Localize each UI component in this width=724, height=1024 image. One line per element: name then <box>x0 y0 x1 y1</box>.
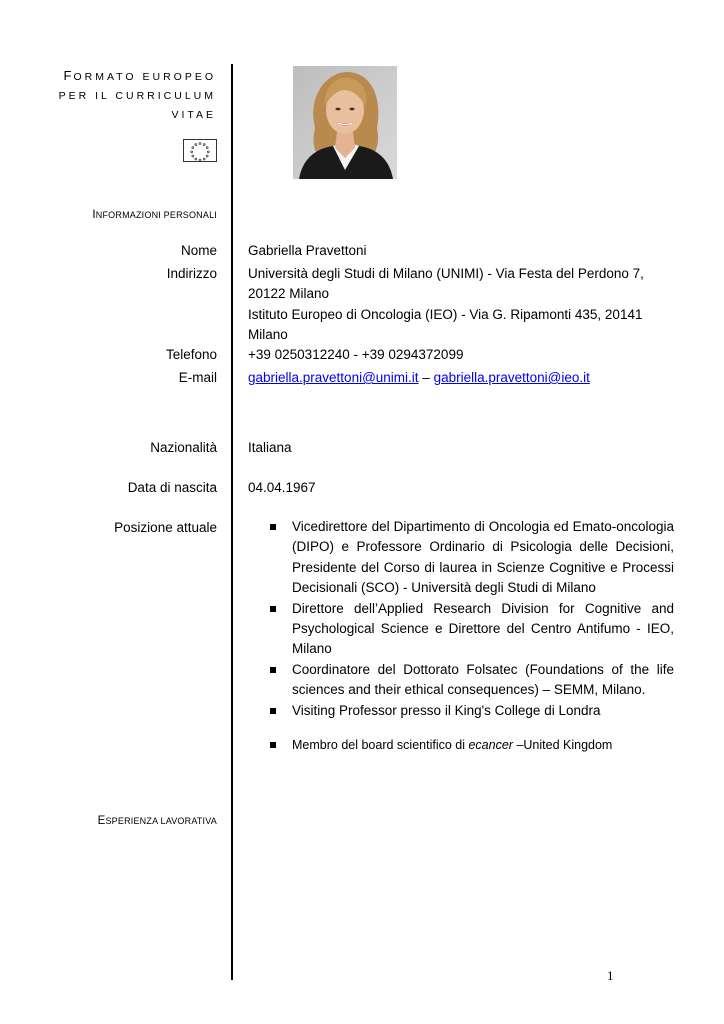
address-line-3: Istituto Europeo di Oncologia (IEO) - Via G. Ripamonti 435, 20141 <box>248 307 643 322</box>
value-nazionalita: Italiana <box>248 440 292 455</box>
bullet-square-icon <box>270 606 276 612</box>
label-data-nascita: Data di nascita <box>127 480 217 495</box>
email-link-ieo[interactable]: gabriella.pravettoni@ieo.it <box>433 370 590 385</box>
label-indirizzo: Indirizzo <box>166 266 217 281</box>
section-heading-work-experience: ESPERIENZA LAVORATIVA <box>97 815 217 827</box>
header-line-2: PER IL CURRICULUM <box>58 90 216 102</box>
page-number: 1 <box>607 968 614 983</box>
value-nome: Gabriella Pravettoni <box>248 243 367 258</box>
label-nazionalita: Nazionalità <box>150 440 217 455</box>
value-data-nascita: 04.04.1967 <box>248 480 316 495</box>
bullet-square-icon <box>270 708 276 714</box>
address-line-2: 20122 Milano <box>248 286 330 301</box>
bullet-square-icon <box>270 742 276 748</box>
portrait-photo <box>293 66 397 179</box>
value-email <box>248 368 590 388</box>
ecancer-italic: ecancer <box>468 738 513 753</box>
label-email: E-mail <box>178 370 217 385</box>
label-telefono: Telefono <box>165 347 217 362</box>
address-line-1: Università degli Studi di Milano (UNIMI) - Via Festa del Perdono 7, <box>248 266 644 281</box>
vertical-divider <box>231 64 233 980</box>
positions-list <box>270 517 674 755</box>
list-item: Visiting Professor presso il King's College di Londra <box>270 701 674 721</box>
list-item: Coordinatore del Dottorato Folsatec (Foundations of the life sciences and their ethical consequences) – SEMM, Milano. <box>270 660 674 701</box>
eu-flag-icon <box>183 139 217 162</box>
value-telefono: +39 0250312240 - +39 0294372099 <box>248 347 464 362</box>
list-item: Direttore dell’Applied Research Division for Cognitive and Psychological Science e Direttore del Centro Antifumo - IEO, Milano <box>270 599 674 660</box>
value-indirizzo <box>248 264 644 345</box>
email-link-unimi[interactable]: gabriella.pravettoni@unimi.it <box>248 370 419 385</box>
bullet-square-icon <box>270 524 276 530</box>
address-line-4: Milano <box>248 327 288 342</box>
label-posizione-attuale: Posizione attuale <box>114 520 217 535</box>
label-nome: Nome <box>180 243 217 258</box>
header-line-1: FORMATO EUROPEO <box>63 68 216 83</box>
email-separator: – <box>418 370 434 385</box>
list-item: Vicedirettore del Dipartimento di Oncologia ed Emato-oncologia (DIPO) e Professore Ordinario di Psicologia delle Decisioni, Presidente del Corso di laurea in Scienze Cognitive e Processi Decisionali (SCO) - Università degli Studi di Milano <box>270 517 674 599</box>
section-heading-personal-info: INFORMAZIONI PERSONALI <box>92 209 217 221</box>
bullet-square-icon <box>270 667 276 673</box>
header-line-3: VITAE <box>171 109 216 121</box>
cv-header-title <box>59 66 216 125</box>
list-item-board: Membro del board scientifico di ecancer –United Kingdom <box>270 735 674 755</box>
